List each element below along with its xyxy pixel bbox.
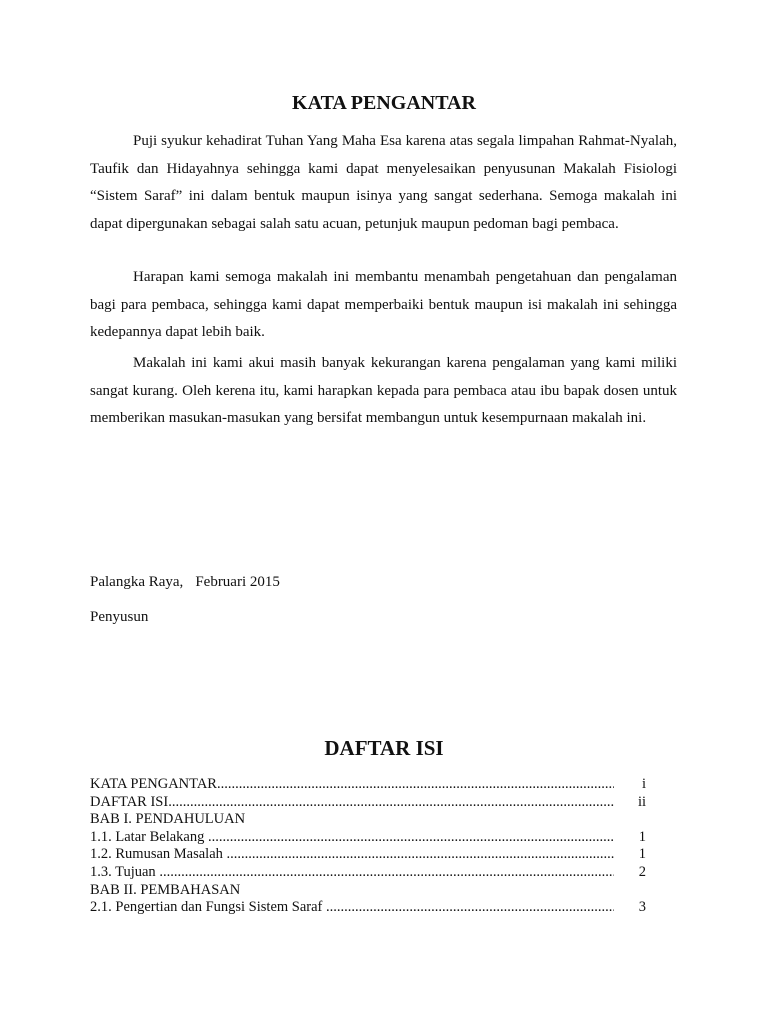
toc-page-number: 1	[616, 846, 646, 864]
toc-heading-text: BAB I. PENDAHULUAN	[90, 811, 246, 828]
paragraph-3: Makalah ini kami akui masih banyak kekurangan karena pengalaman yang kami miliki sangat kurang. Oleh kerena itu, kami harapkan kepada para pembaca atau ibu bapak dosen untuk memberikan masukan-masukan yang bersifat membangun untuk kesempurnaan makalah ini.	[90, 355, 677, 426]
toc-page-number: ii	[616, 794, 646, 812]
toc-entry[interactable]	[90, 864, 650, 882]
date: Februari 2015	[195, 574, 280, 590]
toc-heading	[90, 811, 650, 829]
toc-entry[interactable]	[90, 899, 650, 917]
paragraph-2: Harapan kami semoga makalah ini membantu menambah pengetahuan dan pengalaman bagi para pembaca, sehingga kami dapat memperbaiki bentuk maupun isi makalah ini sehingga kedepannya dapat lebih baik.	[90, 269, 677, 340]
toc-page-number: 1	[616, 829, 646, 847]
toc-entry-text: 1.3. Tujuan	[90, 863, 160, 880]
toc-heading-text: BAB II. PEMBAHASAN	[90, 881, 241, 898]
toc-entry-text: 1.1. Latar Belakang	[90, 828, 208, 845]
daftar-isi-title: DAFTAR ISI	[324, 736, 444, 760]
toc-page-number: i	[616, 776, 646, 794]
toc-page-number: 3	[616, 899, 646, 917]
table-of-contents	[90, 776, 650, 917]
toc-entry-text: 2.1. Pengertian dan Fungsi Sistem Saraf	[90, 899, 327, 916]
toc-entry[interactable]	[90, 846, 650, 864]
kata-pengantar-title: KATA PENGANTAR	[292, 92, 476, 114]
paragraph-1: Puji syukur kehadirat Tuhan Yang Maha Esa karena atas segala limpahan Rahmat-Nyalah, Taufik dan Hidayahnya sehingga kami dapat menyelesaikan penyusunan Makalah Fisiologi “Sistem Saraf” ini dalam bentuk maupun isinya yang sangat sederhana. Semoga makalah ini dapat dipergunakan sebagai salah satu acuan, petunjuk maupun pedoman bagi pembaca.	[90, 133, 677, 232]
toc-entry-text: DAFTAR ISI	[90, 793, 169, 810]
toc-heading	[90, 882, 650, 900]
toc-page-number: 2	[616, 864, 646, 882]
place-date-line	[90, 574, 280, 591]
toc-entry[interactable]	[90, 794, 650, 812]
toc-entry-text: 1.2. Rumusan Masalah	[90, 846, 227, 863]
toc-entry[interactable]	[90, 776, 650, 794]
place: Palangka Raya,	[90, 574, 184, 590]
toc-entry-text: KATA PENGANTAR	[90, 776, 217, 792]
author-signature: Penyusun	[90, 609, 149, 625]
toc-entry[interactable]	[90, 829, 650, 847]
